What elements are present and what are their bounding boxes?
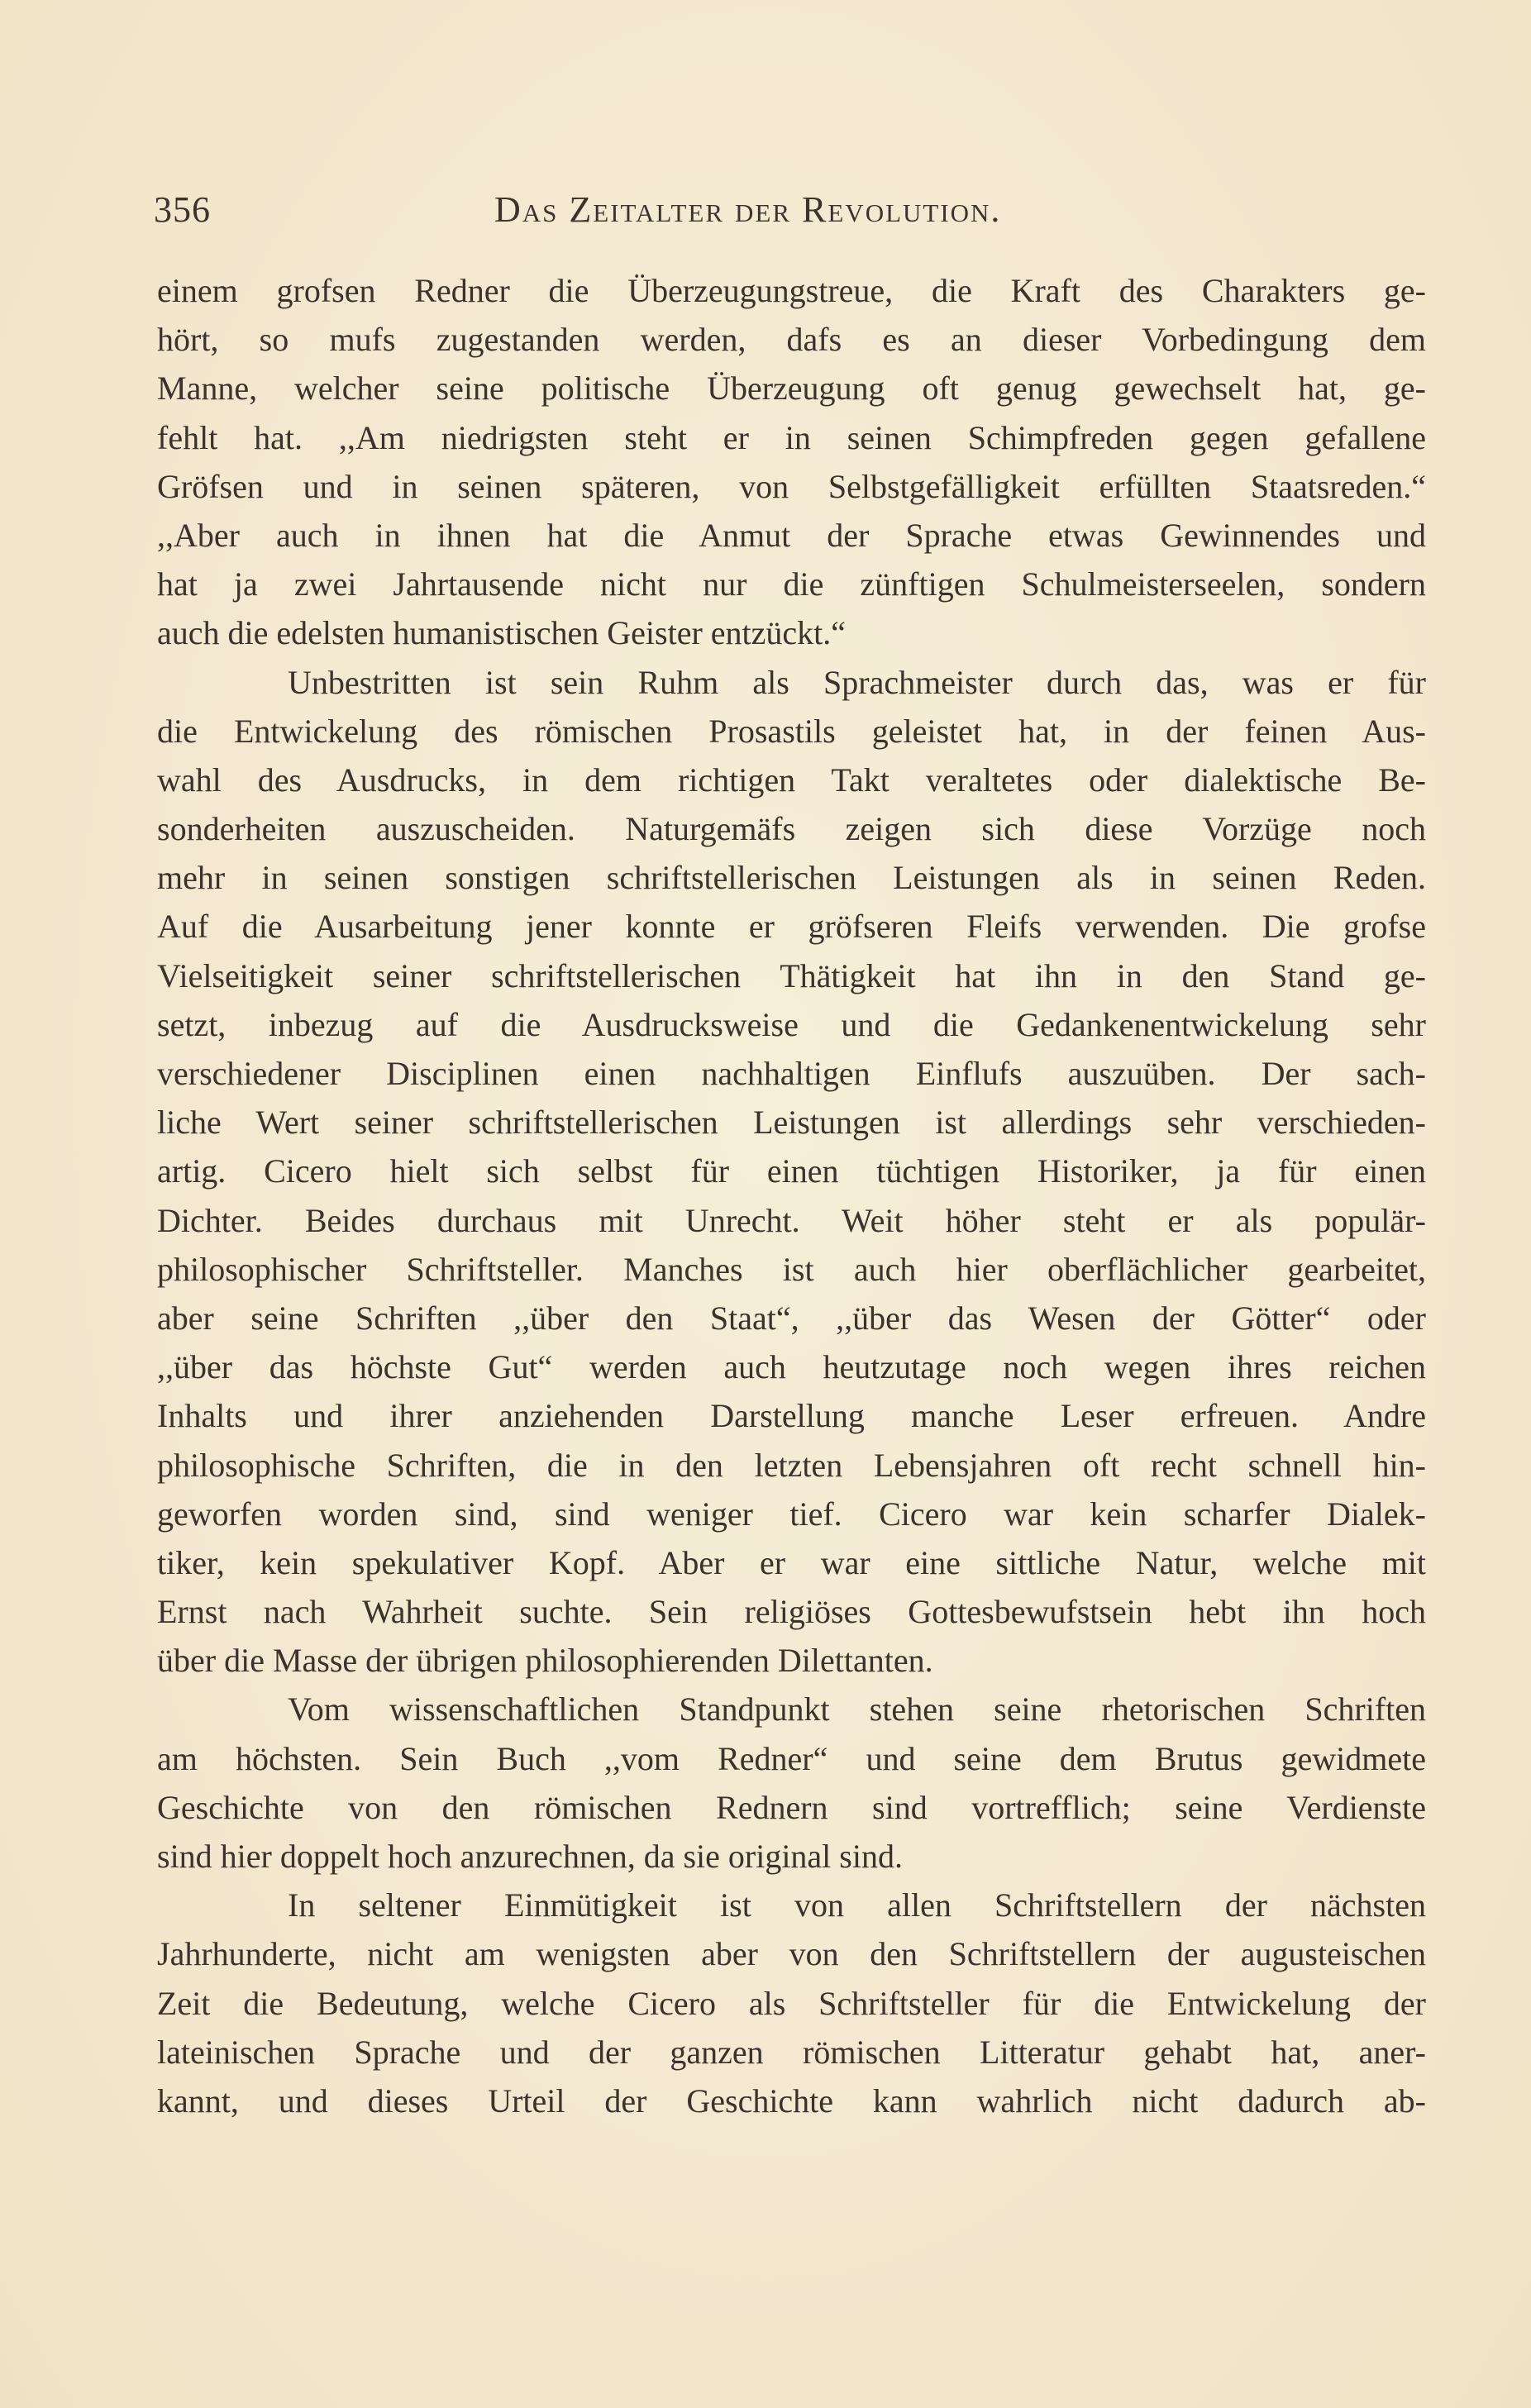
text-line: sind hier doppelt hoch anzurechnen, da sie original sind.	[157, 1838, 903, 1875]
text-line: Gröfsen und in seinen späteren, von Selbstgefälligkeit erfüllten Staatsreden.“	[157, 467, 1426, 505]
text-line: Manne, welcher seine politische Überzeugung oft genug gewechselt hat, ge-	[157, 370, 1426, 408]
page-number: 356	[154, 189, 211, 230]
text-line: philosophischer Schriftsteller. Manches ist auch hier oberflächlicher gearbeitet,	[157, 1250, 1426, 1288]
text-line: philosophische Schriften, die in den letzten Lebensjahren oft recht schnell hin-	[157, 1446, 1426, 1484]
text-line: hat ja zwei Jahrtausende nicht nur die zünftigen Schulmeisterseelen, sondern	[157, 565, 1426, 603]
text-line: setzt, inbezug auf die Ausdrucksweise und die Gedankenentwickelung sehr	[157, 1005, 1426, 1043]
text-line: ,,Aber auch in ihnen hat die Anmut der Sprache etwas Gewinnendes und	[157, 516, 1426, 554]
text-line: auch die edelsten humanistischen Geister entzückt.“	[157, 614, 847, 652]
text-line: Geschichte von den römischen Rednern sind vortrefflich; seine Verdienste	[157, 1788, 1426, 1826]
text-line: tiker, kein spekulativer Kopf. Aber er war eine sittliche Natur, welche mit	[157, 1543, 1426, 1581]
page-header	[154, 188, 1410, 241]
text-line: kannt, und dieses Urteil der Geschichte kann wahrlich nicht dadurch ab-	[157, 2081, 1426, 2120]
text-line: geworfen worden sind, sind weniger tief. Cicero war kein scharfer Dialek-	[157, 1495, 1426, 1533]
paragraph-start-line: In seltener Einmütigkeit ist von allen Schriftstellern der nächsten	[288, 1886, 1426, 1924]
running-title: Das Zeitalter der Revolution.	[494, 189, 1002, 230]
text-line: Inhalts und ihrer anziehenden Darstellung manche Leser erfreuen. Andre	[157, 1397, 1426, 1435]
text-line: fehlt hat. ,,Am niedrigsten steht er in seinen Schimpfreden gegen gefallene	[157, 418, 1426, 456]
text-line: lateinischen Sprache und der ganzen römischen Litteratur gehabt hat, aner-	[157, 2033, 1426, 2071]
text-line: liche Wert seiner schriftstellerischen Leistungen ist allerdings sehr verschieden-	[157, 1104, 1426, 1142]
text-line: einem grofsen Redner die Überzeugungstreue, die Kraft des Charakters ge-	[157, 272, 1426, 309]
text-line: wahl des Ausdrucks, in dem richtigen Takt veraltetes oder dialektische Be-	[157, 761, 1426, 799]
text-line: artig. Cicero hielt sich selbst für einen tüchtigen Historiker, ja für einen	[157, 1152, 1426, 1190]
text-line: Jahrhunderte, nicht am wenigsten aber von den Schriftstellern der augusteischen	[157, 1935, 1426, 1973]
text-line: Auf die Ausarbeitung jener konnte er gröfseren Fleifs verwenden. Die grofse	[157, 908, 1426, 946]
paragraph-start-line: Vom wissenschaftlichen Standpunkt stehen seine rhetorischen Schriften	[288, 1690, 1426, 1729]
body-text	[157, 266, 1426, 2125]
text-line: Dichter. Beides durchaus mit Unrecht. Weit höher steht er als populär-	[157, 1201, 1426, 1239]
text-line: Ernst nach Wahrheit suchte. Sein religiöses Gottesbewufstsein hebt ihn hoch	[157, 1593, 1426, 1631]
text-line: Zeit die Bedeutung, welche Cicero als Schriftsteller für die Entwickelung der	[157, 1984, 1426, 2022]
text-line: verschiedener Disciplinen einen nachhaltigen Einflufs auszuüben. Der sach-	[157, 1055, 1426, 1092]
paragraph-start-line: Unbestritten ist sein Ruhm als Sprachmeister durch das, was er für	[288, 663, 1426, 701]
text-line: hört, so mufs zugestanden werden, dafs es an dieser Vorbedingung dem	[157, 321, 1426, 359]
text-line: sonderheiten auszuscheiden. Naturgemäfs zeigen sich diese Vorzüge noch	[157, 810, 1426, 848]
text-line: die Entwickelung des römischen Prosastils geleistet hat, in der feinen Aus-	[157, 712, 1426, 750]
text-line: am höchsten. Sein Buch ,,vom Redner“ und seine dem Brutus gewidmete	[157, 1739, 1426, 1777]
text-line: über die Masse der übrigen philosophierenden Dilettanten.	[157, 1642, 933, 1680]
text-line: Vielseitigkeit seiner schriftstellerischen Thätigkeit hat ihn in den Stand ge-	[157, 956, 1426, 994]
text-line: ,,über das höchste Gut“ werden auch heutzutage noch wegen ihres reichen	[157, 1348, 1426, 1386]
text-line: mehr in seinen sonstigen schriftstellerischen Leistungen als in seinen Reden.	[157, 859, 1426, 897]
text-line: aber seine Schriften ,,über den Staat“, ,,über das Wesen der Götter“ oder	[157, 1299, 1426, 1337]
